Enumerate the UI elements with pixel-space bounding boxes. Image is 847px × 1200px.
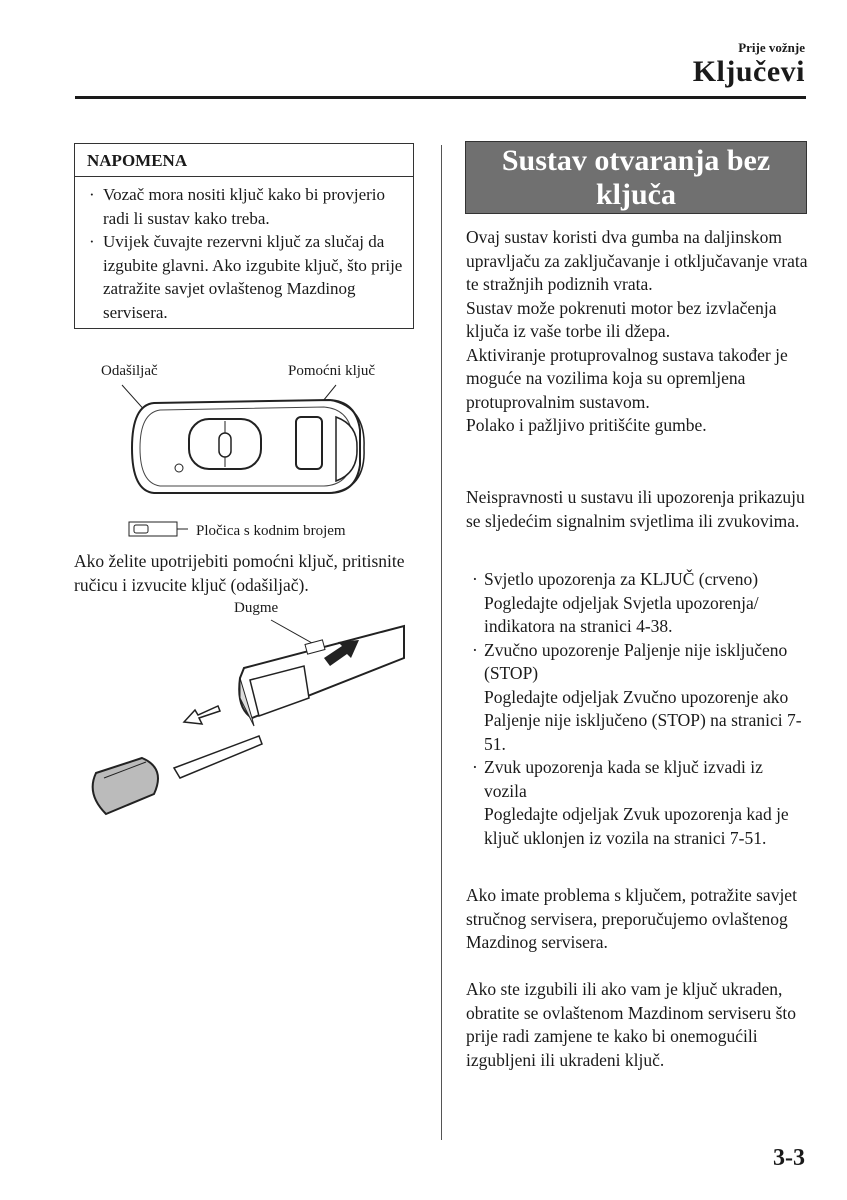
smart-key-figure	[74, 355, 419, 550]
section-heading-line2: ključa	[595, 178, 676, 211]
header-rule	[75, 96, 806, 99]
warning-list	[470, 568, 810, 850]
warning-title: · Zvuk upozorenja kada se ključ izvadi iz vozila	[484, 757, 763, 801]
note-box	[74, 143, 414, 329]
paragraph-system: Ovaj sustav koristi dva gumba na daljinskom upravljaču za zaključavanje i otključavanje vrata te stražnjih podiznih vrata.	[466, 227, 808, 294]
page-number: 3-3	[773, 1145, 805, 1171]
note-item: · Vozač mora nositi ključ kako bi provjerio radi li sustav kako treba.	[89, 183, 405, 230]
section-heading	[465, 141, 807, 214]
paragraph-alarm: Aktiviranje protuprovalnog sustava također je moguće na vozilima koja su opremljena protuprovalnim sustavom.	[466, 344, 788, 412]
aux-key-removal-figure	[74, 598, 419, 828]
warning-title: · Zvučno upozorenje Paljenje nije isključeno (STOP)	[484, 639, 788, 683]
note-item: · Uvijek čuvajte rezervni ključ za slučaj da izgubite glavni. Ako izgubite ključ, što prije zatražite savjet ovlaštenog Mazdinog servisera.	[89, 230, 405, 324]
section-label: Prije vožnje	[738, 40, 805, 55]
paragraph-lost-key: Ako ste izgubili ili ako vam je ključ ukraden, obratite se ovlaštenom Mazdinom serviseru što prije radi zamjene te kako bi onemogućili izgubljeni ili ukradeni ključ.	[466, 979, 796, 1070]
paragraph-engine: Sustav može pokrenuti motor bez izvlačenja ključa iz vaše torbe ili džepa.	[466, 297, 777, 341]
warning-reference: Pogledajte odjeljak Zvuk upozorenja kad je ključ uklonjen iz vozila na stranici 7-51.	[484, 804, 789, 848]
paragraph-press: Polako i pažljivo pritišćite gumbe.	[466, 415, 707, 435]
label-button: Dugme	[234, 600, 279, 616]
warning-title: · Svjetlo upozorenja za KLJUČ (crveno)	[484, 569, 759, 589]
warning-item	[470, 568, 810, 639]
aux-key-removal-illustration	[74, 598, 419, 828]
paragraph-problems: Ako imate problema s ključem, potražite savjet stručnog servisera, preporučujemo ovlaštenog Mazdinog servisera.	[466, 885, 797, 952]
warning-item	[470, 639, 810, 757]
section-heading-line1: Sustav otvaranja bez	[501, 144, 771, 177]
smart-key-illustration	[74, 355, 419, 550]
page-title: Ključevi	[692, 55, 805, 88]
paragraph-malfunctions: Neispravnosti u sustavu ili upozorenja prikazuju se sljedećim signalnim svjetlima ili zvukovima.	[466, 487, 805, 531]
warning-reference: Pogledajte odjeljak Svjetla upozorenja/ indikatora na stranici 4-38.	[484, 592, 759, 636]
column-divider	[441, 145, 442, 1140]
note-title: NAPOMENA	[75, 144, 413, 177]
warning-reference: Pogledajte odjeljak Zvučno upozorenje ako Paljenje nije isključeno (STOP) na stranici 7-51.	[484, 686, 802, 754]
note-list	[75, 177, 413, 324]
warning-item	[470, 756, 810, 850]
label-aux-key: Pomoćni ključ	[288, 363, 376, 379]
label-transmitter: Odašiljač	[101, 363, 158, 379]
aux-key-paragraph: Ako želite upotrijebiti pomoćni ključ, pritisnite ručicu i izvucite ključ (odašiljač).	[74, 551, 405, 595]
label-code-plate: Pločica s kodnim brojem	[196, 523, 346, 539]
intro-paragraphs	[466, 226, 811, 438]
